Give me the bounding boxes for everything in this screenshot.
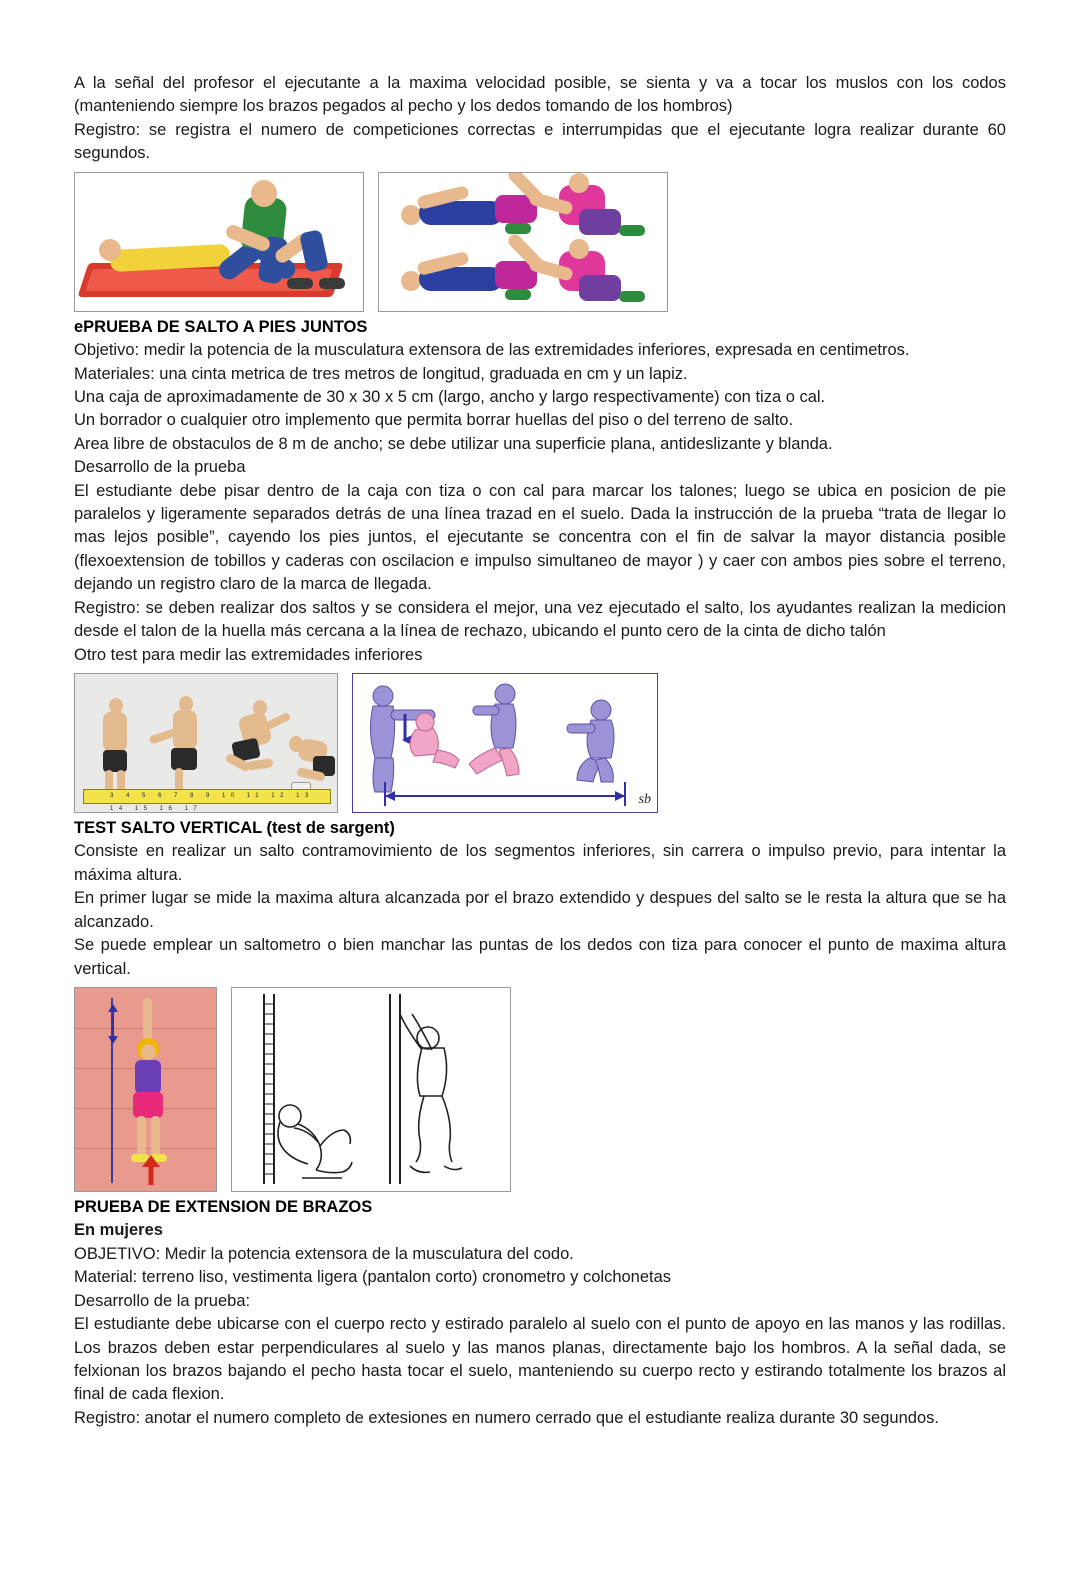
intro-paragraph-2: Registro: se registra el numero de competiciones correctas e interrumpidas que el ejecutante logra realizar durante 60 segundos. bbox=[74, 120, 1006, 163]
salto-line-0: Objetivo: medir la potencia de la musculatura extensora de las extremidades inferiores, expresada en centimetros. bbox=[74, 341, 910, 360]
figure-row-vertical-jump bbox=[74, 987, 1006, 1192]
salto-body-2: Registro: se deben realizar dos saltos y se considera el mejor, una vez ejecutado el salto, los ayudantes realizan la medicion desde el talon de la huella más cercana a la línea de rechazo, ubicando el punto cero de la cinta de dicho talón bbox=[74, 598, 1006, 641]
jump-diagram-svg bbox=[353, 674, 657, 812]
performer-head bbox=[401, 271, 421, 291]
upward-arrow-icon bbox=[141, 1155, 161, 1187]
vertical-body-2: En primer lugar se mide la maxima altura alcanzada por el brazo extendido y despues del salto se le resta la altura que se ha alcanzado. bbox=[74, 889, 1006, 931]
brazos-line-2: Desarrollo de la prueba: bbox=[74, 1291, 251, 1310]
figure2-shorts bbox=[171, 748, 197, 770]
figure-row-longjump bbox=[74, 673, 1006, 813]
figure3-leg-back bbox=[247, 758, 274, 771]
woman-top bbox=[135, 1060, 161, 1094]
brazos-body-2: Registro: anotar el numero completo de extesiones en numero cerrado que el estudiante realiza durante 30 segundos. bbox=[74, 1408, 939, 1427]
sargent-svg bbox=[232, 988, 510, 1191]
woman-head bbox=[141, 1044, 156, 1060]
heading-salto-pies-juntos: ePRUEBA DE SALTO A PIES JUNTOS bbox=[74, 317, 368, 336]
shoe-green-right bbox=[619, 291, 645, 302]
figure-caption-sb: sb bbox=[638, 792, 651, 808]
shoe-green-right bbox=[619, 225, 645, 236]
vertical-body-1: Consiste en realizar un salto contramovimiento de los segmentos inferiores, sin carrera o impulso previo, para intentar la máxima altura. bbox=[74, 842, 1006, 884]
woman-arm-up bbox=[143, 998, 152, 1042]
shoe-green-left bbox=[505, 223, 531, 234]
situp-pair-top bbox=[383, 179, 663, 241]
performer-head bbox=[401, 205, 421, 225]
measuring-tape: 3 4 5 6 7 8 9 10 11 12 13 14 15 16 17 bbox=[83, 789, 331, 804]
shoe-right bbox=[319, 278, 345, 289]
helper-head bbox=[569, 173, 589, 193]
figure1-shorts bbox=[103, 750, 127, 772]
woman-shorts bbox=[133, 1092, 163, 1118]
figure3-arm bbox=[261, 712, 291, 732]
salto-line-2: Una caja de aproximadamente de 30 x 30 x 5 cm (largo, ancho y largo respectivamente) con tiza o cal. bbox=[74, 387, 826, 406]
height-arrow-icon bbox=[103, 1002, 123, 1046]
lying-person-head bbox=[99, 239, 121, 261]
salto-line-4: Area libre de obstaculos de 8 m de ancho; se debe utilizar una superficie plana, antideslizante y blanda. bbox=[74, 434, 833, 453]
helper-shorts-purple bbox=[579, 275, 621, 301]
vertical-body-3: Se puede emplear un saltometro o bien manchar las puntas de los dedos con tiza para conocer el punto de maxima altura vertical. bbox=[74, 936, 1006, 978]
shoe-left bbox=[287, 278, 313, 289]
intro-paragraph-1: A la señal del profesor el ejecutante a la maxima velocidad posible, se sienta y va a tocar los muslos con los codos (manteniendo siempre los brazos pegados al pecho y los dedos tomando de los hombros) bbox=[74, 74, 1006, 116]
subtitle-en-mujeres: En mujeres bbox=[74, 1221, 163, 1240]
figure-situp-pairs bbox=[378, 172, 668, 312]
situp-pair-bottom bbox=[383, 245, 663, 307]
figure-situp-on-mat bbox=[74, 172, 364, 312]
figure-row-situps bbox=[74, 172, 1006, 312]
woman-leg-right bbox=[151, 1116, 160, 1156]
salto-line-5: Desarrollo de la prueba bbox=[74, 458, 246, 477]
heading-salto-vertical: TEST SALTO VERTICAL (test de sargent) bbox=[74, 819, 395, 838]
figure1-torso bbox=[103, 712, 127, 752]
brazos-body-1: El estudiante debe ubicarse con el cuerpo recto y estirado paralelo al suelo con el punto de apoyo en las manos y las rodillas. Los brazos deben estar perpendiculares al suelo y las manos planas, directamente bajo los hombros. A la señal dada, se felxionan los brazos bajando el pecho hasta tocar el suelo, manteniendo su cuerpo recto y estirando totalmente los brazos al final de cada flexion. bbox=[74, 1315, 1006, 1404]
brazos-line-0: OBJETIVO: Medir la potencia extensora de la musculatura del codo. bbox=[74, 1244, 574, 1263]
heading-extension-brazos: PRUEBA DE EXTENSION DE BRAZOS bbox=[74, 1197, 373, 1216]
brazos-line-1: Material: terreno liso, vestimenta ligera (pantalon corto) cronometro y colchonetas bbox=[74, 1268, 672, 1287]
figure-long-jump-sequence bbox=[74, 673, 338, 813]
helper-shorts-purple bbox=[579, 209, 621, 235]
helper-head bbox=[569, 239, 589, 259]
salto-line-3: Un borrador o cualquier otro implemento que permita borrar huellas del piso o del terreno de salto. bbox=[74, 411, 794, 430]
shoe-green-left bbox=[505, 289, 531, 300]
salto-body-3: Otro test para medir las extremidades inferiores bbox=[74, 645, 423, 664]
woman-leg-left bbox=[137, 1116, 146, 1156]
figure-jump-diagram bbox=[352, 673, 658, 813]
figure-vertical-jump-woman bbox=[74, 987, 217, 1192]
salto-line-1: Materiales: una cinta metrica de tres metros de longitud, graduada en cm y un lapiz. bbox=[74, 364, 688, 383]
helper-head bbox=[251, 180, 277, 207]
salto-body-1: El estudiante debe pisar dentro de la caja con tiza o con cal para marcar los talones; luego se ubica en posicion de pie paralelos y ligeramente separados detrás de una línea trazad en el suelo. Dada la instrucción de la prueba “trata de llegar lo mas lejos posible”, cayendo los pies juntos, el ejecutante se concentra con el fin de salvar la mayor distancia posible (flexoextension de tobillos y caderas con oscilacion e impulso simultaneo de mayor ) y caer con ambos pies sobre el terreno, dejando un registro claro de la marca de llegada. bbox=[74, 481, 1006, 594]
figure-sargent-drawings bbox=[231, 987, 511, 1192]
